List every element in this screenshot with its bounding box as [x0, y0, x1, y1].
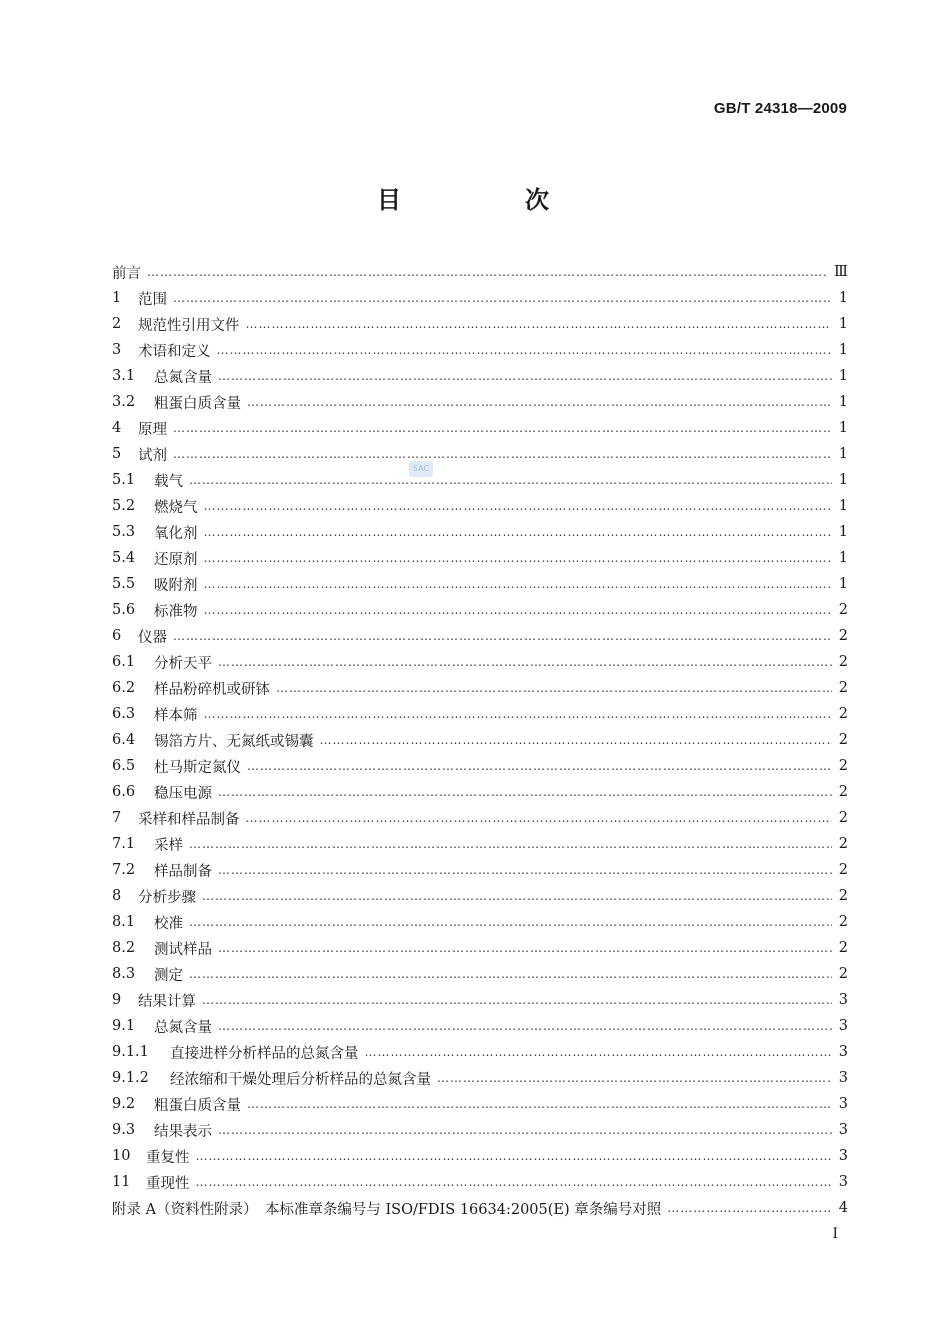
toc-leader-dots	[218, 369, 832, 383]
toc-entry-page: 2	[838, 888, 848, 904]
toc-leader-dots	[204, 577, 833, 591]
toc-entry[interactable]	[112, 571, 848, 597]
toc-entry[interactable]	[112, 623, 848, 649]
toc-entry-number: 5.4	[112, 550, 136, 566]
toc-leader-dots	[173, 421, 832, 435]
toc-entry-number: 11	[112, 1174, 131, 1190]
watermark-logo: SAC	[409, 461, 433, 477]
toc-entry-page: 1	[838, 316, 848, 332]
toc-entry-title: 总氮含量	[154, 369, 212, 386]
toc-entry-page: 2	[838, 836, 848, 852]
toc-entry[interactable]	[112, 1013, 848, 1039]
toc-entry-title: 粗蛋白质含量	[154, 1097, 241, 1114]
table-of-contents	[112, 259, 848, 1221]
toc-entry-page: 1	[838, 498, 848, 514]
toc-leader-dots	[204, 499, 833, 513]
toc-entry[interactable]	[112, 675, 848, 701]
page-number: I	[832, 1226, 838, 1242]
toc-entry-number: 5.2	[112, 498, 136, 514]
toc-entry[interactable]	[112, 701, 848, 727]
toc-entry-page: Ⅲ	[834, 264, 848, 280]
toc-leader-dots	[147, 265, 828, 279]
toc-entry-title: 锡箔方片、无氮纸或锡囊	[154, 733, 314, 750]
toc-leader-dots	[204, 551, 833, 565]
toc-entry-title: 氧化剂	[154, 525, 198, 542]
toc-entry-page: 2	[838, 602, 848, 618]
toc-entry[interactable]	[112, 519, 848, 545]
toc-entry-number: 9.1	[112, 1018, 136, 1034]
toc-entry-number: 9.1.1	[112, 1044, 149, 1060]
toc-entry[interactable]	[112, 961, 848, 987]
toc-entry[interactable]	[112, 1091, 848, 1117]
toc-leader-dots	[247, 759, 832, 773]
toc-entry-page: 1	[838, 342, 848, 358]
toc-entry[interactable]	[112, 415, 848, 441]
toc-entry-title: 重复性	[146, 1149, 190, 1166]
toc-entry-number: 9	[112, 992, 122, 1008]
toc-entry-number: 10	[112, 1148, 131, 1164]
toc-entry-number: 5.6	[112, 602, 136, 618]
toc-entry-title: 范围	[138, 291, 167, 308]
toc-entry-page: 1	[838, 472, 848, 488]
toc-entry-title: 术语和定义	[138, 343, 211, 360]
toc-leader-dots	[247, 395, 832, 409]
toc-leader-dots	[217, 343, 833, 357]
toc-entry-page: 2	[838, 966, 848, 982]
toc-entry-title: 校准	[154, 915, 183, 932]
toc-entry-number: 5.3	[112, 524, 136, 540]
toc-entry-number: 7	[112, 810, 122, 826]
toc-leader-dots	[189, 967, 832, 981]
toc-leader-dots	[189, 837, 832, 851]
toc-entry[interactable]	[112, 753, 848, 779]
toc-leader-dots	[667, 1201, 832, 1215]
toc-entry-title: 前言	[112, 265, 141, 282]
toc-entry-title: 仪器	[138, 629, 167, 646]
toc-entry[interactable]	[112, 1195, 848, 1221]
toc-leader-dots	[196, 1175, 833, 1189]
toc-entry-title: 测试样品	[154, 941, 212, 958]
toc-entry-number: 6.3	[112, 706, 136, 722]
toc-entry[interactable]	[112, 831, 848, 857]
toc-entry[interactable]	[112, 311, 848, 337]
toc-entry[interactable]	[112, 883, 848, 909]
toc-entry-number: 8	[112, 888, 122, 904]
toc-entry-page: 2	[838, 758, 848, 774]
standard-number: GB/T 24318—2009	[713, 100, 847, 117]
toc-entry-title: 直接进样分析样品的总氮含量	[170, 1045, 359, 1062]
toc-entry-title: 杜马斯定氮仪	[154, 759, 241, 776]
toc-entry-number: 3	[112, 342, 122, 358]
toc-leader-dots	[202, 993, 832, 1007]
toc-entry-title: 结果计算	[138, 993, 196, 1010]
toc-leader-dots	[247, 1097, 832, 1111]
toc-entry[interactable]	[112, 389, 848, 415]
toc-entry-title: 重现性	[146, 1175, 190, 1192]
toc-entry-title: 样本筛	[154, 707, 198, 724]
toc-entry-page: 3	[838, 1018, 848, 1034]
toc-entry-number: 7.2	[112, 862, 136, 878]
toc-entry-number: 5.1	[112, 472, 136, 488]
toc-entry-title: 试剂	[138, 447, 167, 464]
toc-leader-dots	[218, 1123, 832, 1137]
toc-leader-dots	[218, 941, 832, 955]
toc-entry-number: 8.1	[112, 914, 136, 930]
toc-leader-dots	[437, 1071, 832, 1085]
toc-entry[interactable]	[112, 805, 848, 831]
toc-leader-dots	[189, 473, 832, 487]
toc-entry[interactable]	[112, 285, 848, 311]
toc-entry[interactable]	[112, 727, 848, 753]
toc-leader-dots	[173, 629, 832, 643]
toc-entry[interactable]	[112, 649, 848, 675]
toc-entry-page: 3	[838, 992, 848, 1008]
toc-entry[interactable]	[112, 597, 848, 623]
toc-entry-title: 分析天平	[154, 655, 212, 672]
toc-entry-number: 6	[112, 628, 122, 644]
toc-leader-dots	[320, 733, 833, 747]
toc-leader-dots	[218, 785, 832, 799]
toc-leader-dots	[218, 1019, 832, 1033]
toc-entry-page: 3	[838, 1070, 848, 1086]
toc-entry-title: 经浓缩和干燥处理后分析样品的总氮含量	[170, 1071, 431, 1088]
toc-entry-title: 载气	[154, 473, 183, 490]
toc-entry-page: 3	[838, 1096, 848, 1112]
toc-entry-page: 1	[838, 394, 848, 410]
toc-entry-number: 5.5	[112, 576, 136, 592]
toc-entry-title: 规范性引用文件	[138, 317, 240, 334]
toc-leader-dots	[173, 447, 832, 461]
toc-entry-title: 标准物	[154, 603, 198, 620]
toc-entry[interactable]	[112, 259, 848, 285]
toc-entry-page: 1	[838, 550, 848, 566]
toc-entry-title: 吸附剂	[154, 577, 198, 594]
toc-entry-page: 1	[838, 420, 848, 436]
toc-entry-number: 3.1	[112, 368, 136, 384]
toc-entry-title: 燃烧气	[154, 499, 198, 516]
toc-entry-number: 6.4	[112, 732, 136, 748]
toc-entry[interactable]	[112, 1117, 848, 1143]
toc-entry-number: 8.3	[112, 966, 136, 982]
toc-entry[interactable]	[112, 779, 848, 805]
toc-entry-page: 3	[838, 1044, 848, 1060]
toc-entry-number: 6.6	[112, 784, 136, 800]
toc-leader-dots	[218, 655, 832, 669]
toc-entry-number: 6.1	[112, 654, 136, 670]
toc-entry-number: 6.2	[112, 680, 136, 696]
toc-leader-dots	[189, 915, 832, 929]
toc-entry-page: 1	[838, 290, 848, 306]
toc-entry-page: 3	[838, 1122, 848, 1138]
toc-entry[interactable]	[112, 987, 848, 1013]
toc-entry-number: 9.1.2	[112, 1070, 149, 1086]
toc-leader-dots	[246, 811, 833, 825]
toc-leader-dots	[202, 889, 832, 903]
toc-leader-dots	[204, 707, 833, 721]
toc-entry-page: 2	[838, 940, 848, 956]
toc-entry[interactable]	[112, 1039, 848, 1065]
toc-entry-page: 1	[838, 446, 848, 462]
toc-entry-page: 2	[838, 784, 848, 800]
toc-entry-page: 2	[838, 810, 848, 826]
toc-entry-title: 结果表示	[154, 1123, 212, 1140]
toc-entry-title: 采样和样品制备	[138, 811, 240, 828]
toc-entry-number: 8.2	[112, 940, 136, 956]
toc-entry-title: 附录 A（资料性附录） 本标准章条编号与 ISO/FDIS 16634:2005(E) 章条编号对照	[112, 1201, 662, 1218]
toc-entry-title: 样品粉碎机或研钵	[154, 681, 270, 698]
toc-entry-page: 2	[838, 680, 848, 696]
toc-entry[interactable]	[112, 545, 848, 571]
toc-entry-page: 1	[838, 368, 848, 384]
toc-entry[interactable]	[112, 363, 848, 389]
toc-entry[interactable]	[112, 337, 848, 363]
toc-entry-page: 3	[838, 1148, 848, 1164]
toc-entry-page: 2	[838, 862, 848, 878]
toc-entry[interactable]	[112, 467, 848, 493]
toc-entry-title: 还原剂	[154, 551, 198, 568]
toc-entry[interactable]	[112, 493, 848, 519]
toc-entry-number: 3.2	[112, 394, 136, 410]
toc-entry-title: 分析步骤	[138, 889, 196, 906]
toc-entry-page: 2	[838, 628, 848, 644]
toc-entry-page: 2	[838, 914, 848, 930]
toc-entry-page: 1	[838, 524, 848, 540]
toc-leader-dots	[204, 603, 833, 617]
toc-entry-page: 4	[838, 1200, 848, 1216]
toc-entry-title: 样品制备	[154, 863, 212, 880]
toc-entry-number: 5	[112, 446, 122, 462]
toc-leader-dots	[246, 317, 833, 331]
toc-leader-dots	[173, 291, 832, 305]
toc-entry[interactable]	[112, 909, 848, 935]
toc-entry-number: 6.5	[112, 758, 136, 774]
page-title: 目 次	[377, 185, 599, 214]
toc-entry-title: 原理	[138, 421, 167, 438]
toc-leader-dots	[204, 525, 833, 539]
toc-entry-page: 2	[838, 732, 848, 748]
toc-entry-title: 稳压电源	[154, 785, 212, 802]
toc-entry[interactable]	[112, 857, 848, 883]
toc-entry-number: 4	[112, 420, 122, 436]
toc-leader-dots	[196, 1149, 833, 1163]
toc-leader-dots	[276, 681, 832, 695]
toc-entry-page: 2	[838, 706, 848, 722]
toc-entry[interactable]	[112, 935, 848, 961]
toc-entry-title: 总氮含量	[154, 1019, 212, 1036]
toc-entry[interactable]	[112, 1065, 848, 1091]
toc-entry-title: 采样	[154, 837, 183, 854]
toc-entry[interactable]	[112, 441, 848, 467]
toc-entry-number: 7.1	[112, 836, 136, 852]
toc-entry-page: 1	[838, 576, 848, 592]
toc-entry[interactable]	[112, 1169, 848, 1195]
toc-leader-dots	[218, 863, 832, 877]
toc-entry-number: 9.2	[112, 1096, 136, 1112]
toc-entry-number: 1	[112, 290, 122, 306]
toc-entry-title: 测定	[154, 967, 183, 984]
toc-entry-page: 2	[838, 654, 848, 670]
toc-entry-number: 9.3	[112, 1122, 136, 1138]
toc-entry-number: 2	[112, 316, 122, 332]
toc-entry-page: 3	[838, 1174, 848, 1190]
toc-leader-dots	[365, 1045, 833, 1059]
toc-entry-title: 粗蛋白质含量	[154, 395, 241, 412]
toc-entry[interactable]	[112, 1143, 848, 1169]
